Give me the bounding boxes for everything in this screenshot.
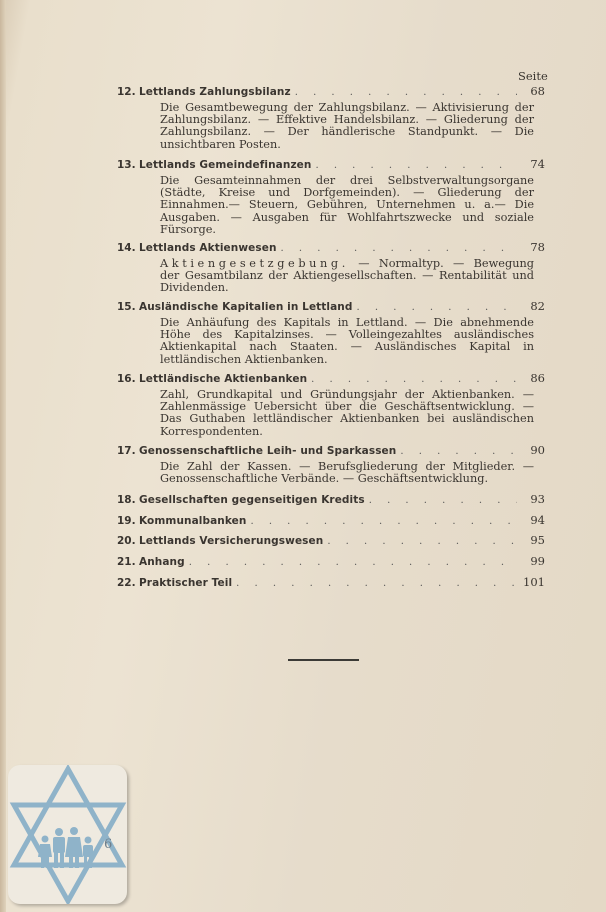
page-edge-shadow bbox=[0, 0, 6, 912]
page-column-label: Seite bbox=[518, 69, 548, 83]
leader-dots bbox=[189, 557, 517, 568]
leader-dots bbox=[369, 495, 517, 506]
entry-title: Gesellschaften gegenseitigen Kredits bbox=[139, 494, 365, 506]
entry-title: Kommunalbanken bbox=[139, 515, 247, 527]
star-of-david-family-icon bbox=[8, 765, 127, 904]
section-divider-rule bbox=[288, 659, 359, 661]
entry-page: 99 bbox=[530, 554, 545, 568]
entry-description: Zahl, Grundkapital und Gründungsjahr der Aktienbanken. — Zahlenmässige Uebersicht über die Geschäftsentwicklung. — Das Guthaben lettländischer Aktienbanken bei ausländischen Korrespondenten. bbox=[160, 388, 534, 438]
entry-description: Die Anhäufung des Kapitals in Lettland. — Die abnehmende Höhe des Kapitalzinses. — Volleingezahltes ausländisches Aktienkapital nach Staaten. — Ausländisches Kapital in lettländischen Aktienbanken. bbox=[160, 316, 534, 366]
page-number: 6 bbox=[104, 837, 113, 852]
entry-title: Genossenschaftliche Leih- und Sparkassen bbox=[139, 445, 397, 457]
entry-title: Lettlands Versicherungswesen bbox=[139, 535, 324, 547]
entry-description: Die Gesamteinnahmen der drei Selbstverwaltungsorgane (Städte, Kreise und Dorfgemeinden). — Gliederung der Einnahmen.— Steuern, Gebühren, Unternehmen u. a.— Die Ausgaben. — Ausgaben für Wohlfahrtszwecke und soziale Fürsorge. bbox=[160, 174, 534, 236]
entry-number: 21. bbox=[117, 556, 136, 568]
entry-title: Lettlands Gemeindefinanzen bbox=[139, 159, 312, 171]
leader-dots bbox=[281, 243, 517, 254]
entry-description: Die Zahl der Kassen. — Berufsgliederung der Mitglieder. — Genossenschaftliche Verbände. — Geschäftsentwicklung. bbox=[160, 460, 534, 486]
entry-number: 20. bbox=[117, 535, 136, 547]
entry-number: 15. bbox=[117, 301, 136, 313]
entry-title: Lettländische Aktienbanken bbox=[139, 373, 308, 385]
entry-number: 12. bbox=[117, 86, 136, 98]
entry-title: Ausländische Kapitalien in Lettland bbox=[139, 301, 353, 313]
leader-dots bbox=[400, 446, 517, 457]
entry-number: 19. bbox=[117, 515, 136, 527]
entry-page: 82 bbox=[530, 299, 545, 313]
entry-page: 86 bbox=[530, 371, 545, 385]
entry-page: 74 bbox=[530, 157, 545, 171]
toc-entry-17 bbox=[117, 443, 545, 485]
entry-description-spaced: Aktiengesetzgebung. bbox=[160, 257, 349, 270]
leader-dots bbox=[357, 302, 518, 313]
entry-page: 90 bbox=[530, 443, 545, 457]
toc-entry-18 bbox=[117, 492, 545, 506]
entry-number: 16. bbox=[117, 373, 136, 385]
entry-page: 93 bbox=[530, 492, 545, 506]
toc-entry-19 bbox=[117, 513, 545, 527]
entry-number: 14. bbox=[117, 242, 136, 254]
leader-dots bbox=[311, 374, 517, 385]
leader-dots bbox=[236, 578, 517, 589]
entry-page: 78 bbox=[530, 240, 545, 254]
entry-page: 95 bbox=[530, 533, 545, 547]
entry-number: 18. bbox=[117, 494, 136, 506]
entry-page: 94 bbox=[530, 513, 545, 527]
leader-dots bbox=[327, 536, 517, 547]
entry-description: Die Gesamtbewegung der Zahlungsbilanz. — Aktivisierung der Zahlungsbilanz. — Effektive Handelsbilanz. — Gliederung der Zahlungsbilanz. — Der händlerische Standpunkt. — Die unsichtbaren Posten. bbox=[160, 101, 534, 151]
toc-entry-13 bbox=[117, 157, 545, 236]
entry-number: 22. bbox=[117, 577, 136, 589]
leader-dots bbox=[250, 516, 517, 527]
leader-dots bbox=[315, 160, 517, 171]
entry-number: 13. bbox=[117, 159, 136, 171]
toc-entry-14 bbox=[117, 240, 545, 295]
toc-entry-21 bbox=[117, 554, 545, 568]
toc-entry-16 bbox=[117, 371, 545, 438]
entry-description-rest: — Normaltyp. — Bewegung der Gesamtbilanz der Aktiengesellschaften. — Rentabilität und Dividenden. bbox=[160, 257, 534, 295]
toc-entry-12 bbox=[117, 84, 545, 151]
toc-entry-15 bbox=[117, 299, 545, 366]
entry-page: 68 bbox=[530, 84, 545, 98]
toc-entry-20 bbox=[117, 533, 545, 547]
entry-number: 17. bbox=[117, 445, 136, 457]
entry-description bbox=[160, 258, 534, 295]
toc-entry-22 bbox=[117, 575, 545, 589]
entry-page: 101 bbox=[523, 575, 545, 589]
entry-title: Lettlands Aktienwesen bbox=[139, 242, 277, 254]
entry-title: Praktischer Teil bbox=[139, 577, 233, 589]
entry-title: Lettlands Zahlungsbilanz bbox=[139, 86, 291, 98]
entry-title: Anhang bbox=[139, 556, 185, 568]
leader-dots bbox=[295, 87, 517, 98]
